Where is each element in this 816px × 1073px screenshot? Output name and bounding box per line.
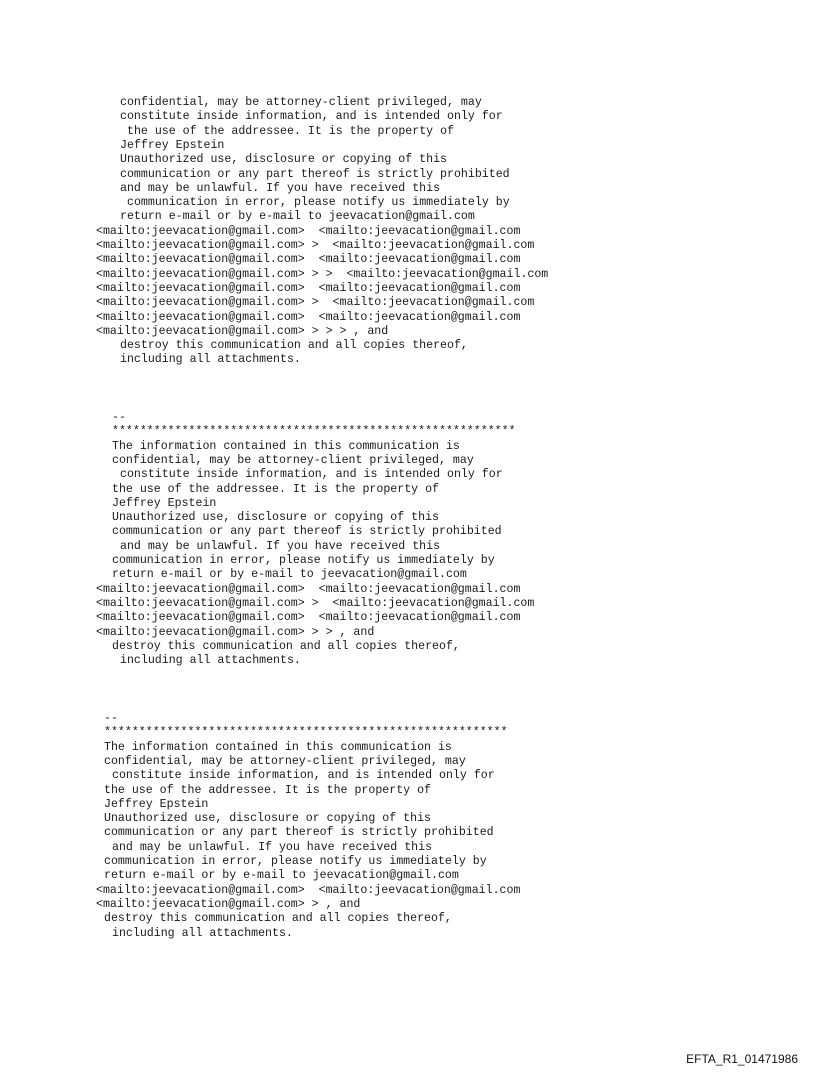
document-line: constitute inside information, and is intended only for	[112, 769, 495, 783]
document-line: Jeffrey Epstein	[120, 138, 225, 152]
document-line: communication or any part thereof is strictly prohibited	[112, 525, 502, 539]
document-line: <mailto:jeevacation@gmail.com> > > <mailto:jeevacation@gmail.com	[96, 267, 549, 281]
document-line: destroy this communication and all copies thereof,	[112, 639, 460, 653]
document-line: and may be unlawful. If you have received this	[120, 181, 441, 195]
document-line: return e-mail or by e-mail to jeevacation@gmail.com	[120, 210, 475, 224]
document-line: **********************************************************	[112, 425, 516, 439]
document-line: return e-mail or by e-mail to jeevacation@gmail.com	[104, 869, 459, 883]
document-line: The information contained in this communication is	[104, 740, 452, 754]
document-line: constitute inside information, and is intended only for	[120, 468, 503, 482]
document-line: confidential, may be attorney-client privileged, may	[104, 754, 466, 768]
document-line: <mailto:jeevacation@gmail.com> <mailto:jeevacation@gmail.com	[96, 253, 521, 267]
document-line: communication or any part thereof is strictly prohibited	[104, 826, 494, 840]
document-line: <mailto:jeevacation@gmail.com> > , and	[96, 897, 361, 911]
document-line: including all attachments.	[120, 353, 301, 367]
bates-number: EFTA_R1_01471986	[686, 1052, 798, 1066]
document-line: <mailto:jeevacation@gmail.com> <mailto:jeevacation@gmail.com	[96, 883, 521, 897]
document-line: Unauthorized use, disclosure or copying of this	[120, 153, 447, 167]
document-line: <mailto:jeevacation@gmail.com> <mailto:jeevacation@gmail.com	[96, 281, 521, 295]
document-line: <mailto:jeevacation@gmail.com> > <mailto:jeevacation@gmail.com	[96, 239, 535, 252]
document-line: **********************************************************	[104, 726, 508, 740]
document-line: Unauthorized use, disclosure or copying of this	[112, 511, 439, 525]
document-line: Jeffrey Epstein	[112, 496, 217, 510]
document-line: Unauthorized use, disclosure or copying of this	[104, 812, 431, 826]
document-line: destroy this communication and all copies thereof,	[120, 339, 468, 353]
document-line: constitute inside information, and is intended only for	[120, 110, 503, 124]
document-line: confidential, may be attorney-client privileged, may	[120, 96, 482, 109]
document-line: communication in error, please notify us immediately by	[104, 855, 487, 868]
document-line: <mailto:jeevacation@gmail.com> <mailto:jeevacation@gmail.com	[96, 611, 521, 625]
document-line: --	[112, 411, 126, 424]
document-line: and may be unlawful. If you have received this	[112, 840, 433, 854]
document-line: including all attachments.	[120, 654, 301, 668]
document-line: <mailto:jeevacation@gmail.com> <mailto:jeevacation@gmail.com	[96, 582, 521, 596]
document-line: including all attachments.	[112, 926, 293, 940]
document-line: confidential, may be attorney-client privileged, may	[112, 453, 474, 467]
document-line: --	[104, 712, 118, 725]
document-line: the use of the addressee. It is the property of	[104, 783, 431, 797]
document-line: <mailto:jeevacation@gmail.com> > <mailto:jeevacation@gmail.com	[96, 296, 535, 310]
document-line: <mailto:jeevacation@gmail.com> > > > , and	[96, 324, 389, 338]
document-line: return e-mail or by e-mail to jeevacation@gmail.com	[112, 568, 467, 582]
document-line: communication or any part thereof is strictly prohibited	[120, 167, 510, 181]
document-line: <mailto:jeevacation@gmail.com> > <mailto:jeevacation@gmail.com	[96, 596, 535, 610]
document-line: communication in error, please notify us immediately by	[127, 196, 510, 210]
document-line: Jeffrey Epstein	[104, 797, 209, 811]
document-line: The information contained in this communication is	[112, 439, 460, 453]
document-line: <mailto:jeevacation@gmail.com> > > , and	[96, 625, 375, 639]
document-line: destroy this communication and all copies thereof,	[104, 912, 452, 926]
document-line: communication in error, please notify us immediately by	[112, 554, 495, 567]
document-line: the use of the addressee. It is the property of	[112, 482, 439, 496]
document-line: the use of the addressee. It is the property of	[127, 124, 454, 138]
document-line: <mailto:jeevacation@gmail.com> <mailto:jeevacation@gmail.com	[96, 310, 521, 324]
document-line: and may be unlawful. If you have received this	[120, 539, 441, 553]
document-line: <mailto:jeevacation@gmail.com> <mailto:jeevacation@gmail.com	[96, 224, 521, 238]
